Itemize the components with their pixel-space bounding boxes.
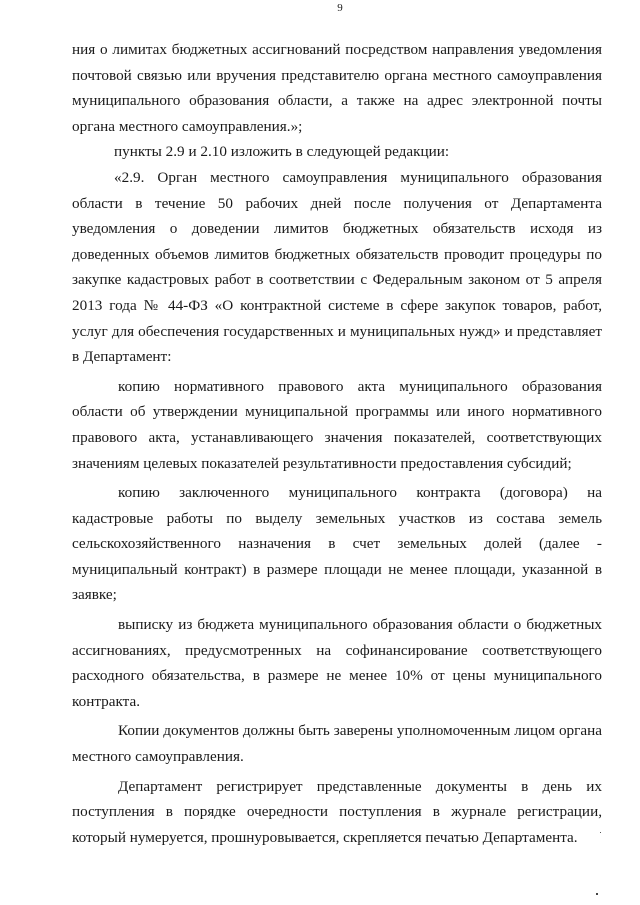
paragraph-certification: Копии документов должны быть заверены уполномоченным лицом органа местного самоуправления. bbox=[72, 722, 602, 766]
paragraph-contract-copy: копию заключенного муниципального контракта (договора) на кадастровые работы по выделу земельных участков из состава земель сельскохозяйственного назначения в счет земельных долей (далее - муниципальный контракт) в размере площади не менее площади, указанной в заявке; bbox=[72, 484, 602, 604]
document-body bbox=[72, 37, 602, 850]
paragraph-continuation: ния о лимитах бюджетных ассигнований посредством направления уведомления почтовой связью или вручения представителю органа местного самоуправления муниципального образования области, а также на адрес электронной почты органа местного самоуправления.»; bbox=[72, 41, 602, 135]
paragraph-legal-act-copy: копию нормативного правового акта муниципального образования области об утверждении муниципальной программы или иного нормативного правового акта, устанавливающего значения показателей, соответствующих значениям целевых показателей результативности предоставления субсидий; bbox=[72, 377, 602, 472]
scan-speck bbox=[600, 832, 601, 833]
paragraph-budget-extract: выписку из бюджета муниципального образования области о бюджетных ассигнованиях, предусмотренных на софинансирование соответствующего расходного обязательства, в размере не менее 10% от цены муниципального контракта. bbox=[72, 616, 602, 710]
paragraph-registration: Департамент регистрирует представленные документы в день их поступления в порядке очередности поступления в журнале регистрации, который нумеруется, прошнуровывается, скрепляется печатью Департамента. bbox=[72, 777, 602, 846]
scan-speck bbox=[596, 893, 598, 895]
paragraph-amendment-intro: пункты 2.9 и 2.10 изложить в следующей редакции: bbox=[114, 143, 450, 161]
paragraph-clause-2-9: «2.9. Орган местного самоуправления муниципального образования области в течение 50 рабочих дней после получения от Департамента уведомления о доведении лимитов бюджетных обязательств исходя из доведенных объемов лимитов бюджетных обязательств проводит процедуры по закупке кадастровых работ в соответствии с Федеральным законом от 5 апреля 2013 года № 44-ФЗ «О контрактной системе в сфере закупок товаров, работ, услуг для обеспечения государственных и муниципальных нужд» и представляет в Департамент: bbox=[72, 168, 602, 366]
page-number: 9 bbox=[337, 2, 343, 14]
